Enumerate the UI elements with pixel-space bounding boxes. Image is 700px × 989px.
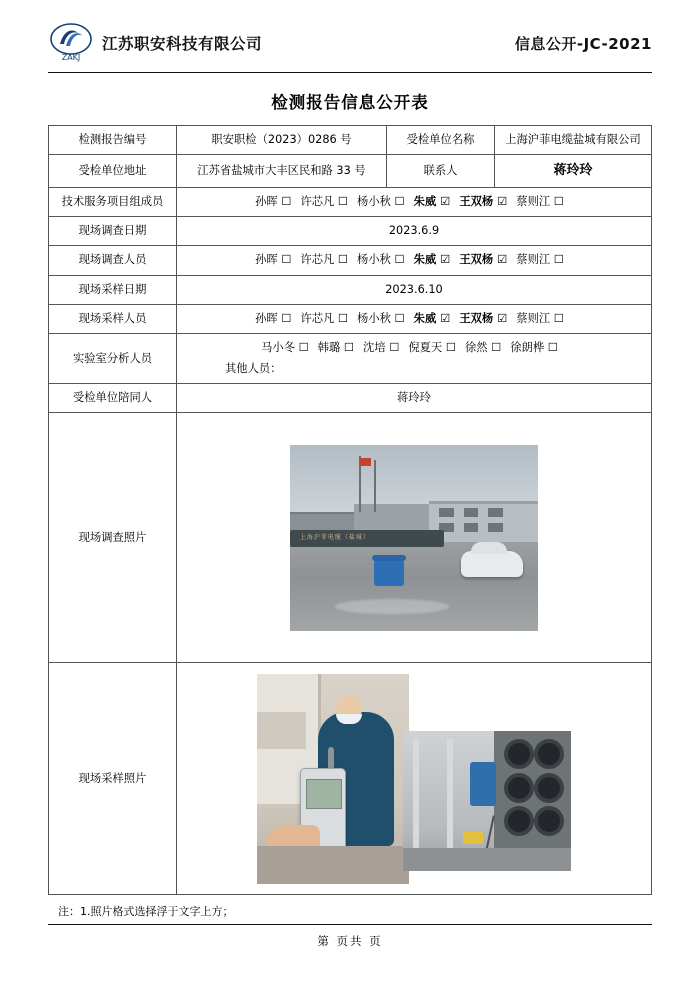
sampling-photo-wrap (181, 674, 647, 884)
company-brand (48, 22, 262, 64)
table-row (49, 246, 652, 275)
sampling-photo-right-image (403, 731, 571, 871)
client-addr-label: 受检单位地址 (49, 155, 177, 187)
lab-staff-other: 其他人员： (225, 361, 282, 375)
survey-date-label: 现场调查日期 (49, 217, 177, 246)
table-row (49, 275, 652, 304)
person-checkbox-item[interactable]: 马小冬 ☐ (261, 341, 309, 355)
sampling-staff (177, 305, 652, 334)
accompany-value: 蒋玲玲 (177, 384, 652, 413)
person-checkbox-item[interactable]: 杨小秋 ☐ (357, 312, 405, 326)
person-checkbox-item[interactable]: 许芯凡 ☐ (300, 253, 349, 267)
person-checkbox-item[interactable]: 孙晖 ☐ (255, 253, 292, 267)
contact-value: 蒋玲玲 (495, 155, 652, 187)
client-name-label: 受检单位名称 (387, 126, 495, 155)
page-header (48, 22, 652, 73)
lab-staff-label: 实验室分析人员 (49, 334, 177, 384)
table-row-sampling-photo (49, 663, 652, 895)
person-checkbox-item[interactable]: 沈培 ☐ (363, 341, 400, 355)
sampling-photo-cell (177, 663, 652, 895)
survey-photo-wrap (181, 445, 647, 631)
survey-photo-label: 现场调查照片 (49, 413, 177, 663)
sampling-date-value: 2023.6.10 (177, 275, 652, 304)
lab-staff-cell (177, 334, 652, 384)
person-checkbox-item[interactable]: 王双杨 ☑ (459, 312, 508, 326)
contact-label: 联系人 (387, 155, 495, 187)
team-label: 技术服务项目组成员 (49, 187, 177, 216)
company-logo-icon (48, 22, 94, 64)
person-checkbox-item[interactable]: 孙晖 ☐ (255, 312, 292, 326)
person-checkbox-item[interactable]: 王双杨 ☑ (459, 253, 508, 267)
svg-text:ZAKJ: ZAKJ (61, 53, 81, 62)
person-checkbox-item[interactable]: 王双杨 ☑ (459, 194, 508, 208)
survey-staff-label: 现场调查人员 (49, 246, 177, 275)
person-checkbox-item[interactable]: 蔡则江 ☐ (516, 253, 564, 267)
table-row (49, 217, 652, 246)
sampling-photo-label: 现场采样照片 (49, 663, 177, 895)
report-info-table (48, 125, 652, 895)
table-row (49, 305, 652, 334)
table-row (49, 384, 652, 413)
person-checkbox-item[interactable]: 韩璐 ☐ (317, 341, 355, 355)
sampling-photo-left-image (257, 674, 409, 884)
report-no-value: 职安职检（2023）0286 号 (177, 126, 387, 155)
page-title: 检测报告信息公开表 (271, 93, 429, 112)
person-checkbox-item[interactable]: 徐朗桦 ☐ (510, 341, 558, 355)
lab-staff (181, 338, 647, 358)
person-checkbox-item[interactable]: 许芯凡 ☐ (300, 312, 349, 326)
client-addr-value: 江苏省盐城市大丰区民和路 33 号 (177, 155, 387, 187)
person-checkbox-item[interactable]: 蔡则江 ☐ (516, 312, 564, 326)
report-no-label: 检测报告编号 (49, 126, 177, 155)
document-code: 信息公开-JC-2021 (514, 34, 652, 53)
survey-staff (177, 246, 652, 275)
table-row (49, 155, 652, 187)
table-notes: 注：1.照片格式选择浮于文字上方； (58, 905, 234, 919)
table-row-survey-photo (49, 413, 652, 663)
accompany-label: 受检单位陪同人 (49, 384, 177, 413)
person-checkbox-item[interactable]: 徐然 ☐ (464, 341, 502, 355)
client-name-value: 上海沪菲电缆盐城有限公司 (495, 126, 652, 155)
survey-photo-image (290, 445, 538, 631)
survey-photo-cell (177, 413, 652, 663)
table-row (49, 187, 652, 216)
person-checkbox-item[interactable]: 杨小秋 ☐ (357, 194, 405, 208)
table-row (49, 334, 652, 384)
survey-date-value: 2023.6.9 (177, 217, 652, 246)
person-checkbox-item[interactable]: 许芯凡 ☐ (300, 194, 349, 208)
person-checkbox-item[interactable]: 朱威 ☑ (413, 194, 451, 208)
person-checkbox-item[interactable]: 孙晖 ☐ (255, 194, 292, 208)
person-checkbox-item[interactable]: 朱威 ☑ (413, 253, 451, 267)
person-checkbox-item[interactable]: 杨小秋 ☐ (357, 253, 405, 267)
company-name: 江苏职安科技有限公司 (102, 35, 263, 53)
sampling-date-label: 现场采样日期 (49, 275, 177, 304)
table-row (49, 126, 652, 155)
page-footer: 第 页共 页 (48, 924, 652, 949)
person-checkbox-item[interactable]: 朱威 ☑ (413, 312, 451, 326)
sampling-staff-label: 现场采样人员 (49, 305, 177, 334)
person-checkbox-item[interactable]: 蔡则江 ☐ (516, 194, 564, 208)
person-checkbox-item[interactable]: 倪夏天 ☐ (408, 341, 456, 355)
survey-photo-caption: 上海沪菲电缆（盐城） (299, 534, 370, 542)
team-members (177, 187, 652, 216)
